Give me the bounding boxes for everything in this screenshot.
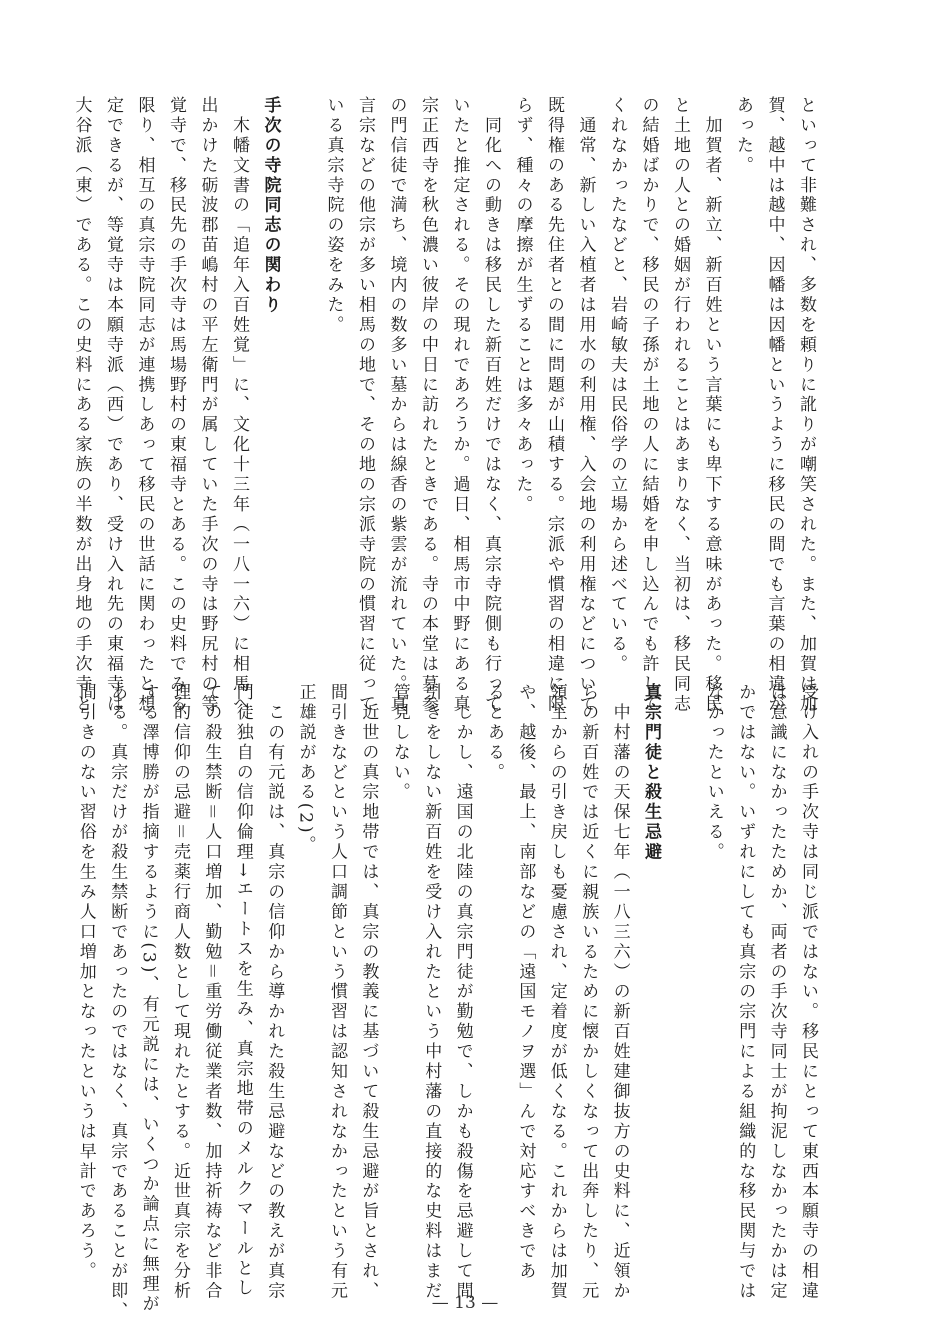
text-column: 門徒独自の信仰倫理→エートスを生み、真宗地帯のメルクマールとし	[232, 683, 253, 1299]
text-column: あった。	[733, 96, 753, 176]
text-column: 木幡文書の「追年入百姓覚」に、文化十三年（一八一六）に相馬へ	[229, 96, 249, 715]
text-column: の結婚ばかりで、移民の子孫が土地の人に結婚を申し込んでも許して	[638, 96, 659, 715]
text-column: ある。真宗だけが殺生禁断であったのではなく、真宗であることが即、	[107, 683, 128, 1322]
section-heading: 手次の寺院同志の関わり	[260, 96, 281, 316]
text-column: ての殺生禁断＝人口増加、勤勉＝重労働従業者数、加持祈祷など非合	[201, 683, 222, 1302]
text-column: 間引きのない習俗を生み人口増加となったというは早計であろう。	[75, 683, 96, 1282]
text-column: と土地の人との婚姻が行われることはあまりなく、当初は、移民同志	[670, 96, 690, 715]
text-column: いたと推定される。その現れであろうか。過日、相馬市中野にある真	[449, 96, 470, 715]
text-column: 近世の真宗地帯では、真宗の教義に基づいて殺生忌避が旨とされ、	[358, 683, 379, 1302]
text-column: くれなかったなどと、岩崎敏夫は民俗学の立場から述べている。	[607, 96, 627, 675]
text-column: るとある。	[484, 683, 504, 783]
text-column: 同化への動きは移民した新百姓だけではなく、真宗寺院側も行って	[481, 96, 501, 715]
text-column: 限り、相互の真宗寺院同志が連携しあって移民の世話に関わったと想	[134, 96, 155, 715]
text-column: この有元説は、真宗の信仰から導かれた殺生忌避などの教えが真宗	[264, 683, 285, 1302]
text-column: や、越後、最上、南部などの「遠国モノヲ選」んで対応すべきであ	[515, 683, 536, 1282]
text-column: 既得権のある先住者との間に問題が山積する。宗派や慣習の相違に限	[544, 96, 564, 715]
text-column: 言宗などの他宗が多い相馬の地で、その地の宗派寺院の慣習に従って	[355, 96, 375, 715]
text-column: しかし、遠国の北陸の真宗門徒が勤勉で、しかも殺傷を忌避して間	[452, 683, 473, 1302]
text-column: らず、種々の摩擦が生ずることは多々あった。	[512, 96, 533, 515]
text-column: 通常、新しい入植者は用水の利用権、入会地の利用権などについて	[575, 96, 596, 715]
text-column: の門信徒で満ち、境内の数多い墓からは線香の紫雲が流れていた。真	[386, 96, 407, 715]
text-column: 受け入れの手次寺は同じ派ではない。移民にとって東西本願寺の相違	[798, 683, 818, 1302]
text-column	[293, 96, 310, 656]
text-column: 管見しない。	[389, 683, 410, 803]
text-column: 理的信仰の忌避＝売薬行商人数として現れたとする。近世真宗を分析	[170, 683, 190, 1302]
text-column: 大谷派（東）である。この史料にある家族の半数が出身地の手次寺と	[71, 96, 92, 715]
text-column: いる真宗寺院の姿をみた。	[323, 96, 344, 336]
text-column: 領主からの引き戻しも憂慮され、定着度が低くなる。これからは加賀	[546, 683, 567, 1302]
text-column: する澤博勝が指摘するように(3)、有元説には、いくつか論点に無理が	[138, 683, 159, 1315]
text-column: 中村藩の天保七年（一八三六）の新百姓建御抜方の史料に、近領か	[609, 683, 630, 1302]
text-column: なかったといえる。	[703, 683, 724, 863]
text-column: は意識になかったためか、両者の手次寺同士が拘泥しなかったかは定	[766, 683, 787, 1302]
section-heading: 真宗門徒と殺生忌避	[641, 683, 661, 863]
text-column: 定できるが、等覚寺は本願寺派（西）であり、受け入れ先の東福寺は	[103, 96, 123, 715]
text-column: 宗正西寺を秋色濃い彼岸の中日に訪れたときである。寺の本堂は墓参	[418, 96, 438, 715]
text-column: 引きをしない新百姓を受け入れたという中村藩の直接的な史料はまだ	[421, 683, 442, 1302]
text-column: 正雄説がある(2)。	[295, 683, 316, 856]
text-column: 加賀者、新立、新百姓という言葉にも卑下する意味があった。移民	[701, 96, 722, 715]
text-column: 賀、越中は越中、因幡は因幡というように移民の間でも言葉の相違が	[764, 96, 785, 715]
text-column: 出かけた砺波郡苗嶋村の平左衛門が属していた手次の寺は野尻村の等	[197, 96, 218, 715]
text-column: らの新百姓では近くに親族いるために懐かしくなって出奔したり、元	[578, 683, 599, 1302]
text-column: かではない。いずれにしても真宗の宗門による組織的な移民関与では	[735, 683, 756, 1302]
page-number: — 13 —	[431, 1293, 499, 1313]
text-column	[673, 683, 690, 1243]
text-column: 間引きなどという人口調節という慣習は認知されなかったという有元	[327, 683, 347, 1302]
text-column: 覚寺で、移民先の手次寺は馬場野村の東福寺とある。この史料でみる	[166, 96, 186, 715]
text-column: といって非難され、多数を頼りに訛りが嘲笑された。また、加賀は加	[796, 96, 816, 715]
